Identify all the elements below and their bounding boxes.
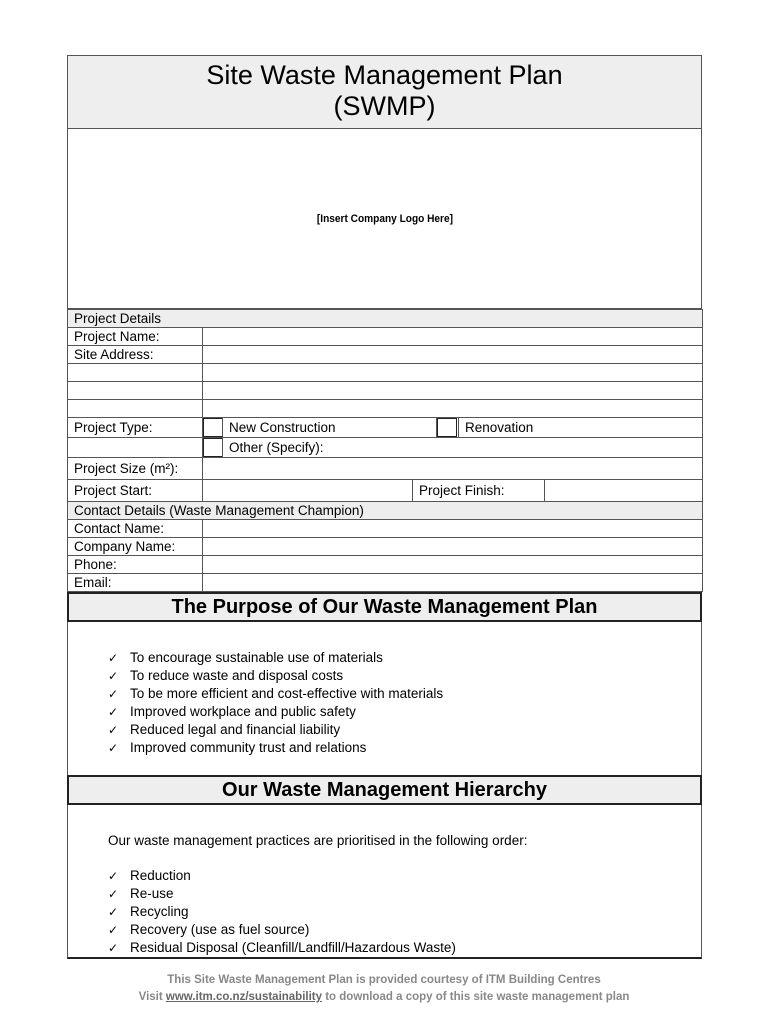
checkbox-square[interactable] [437, 418, 457, 437]
logo-area [67, 129, 702, 309]
project-name-field[interactable] [203, 328, 703, 346]
site-address-label: Site Address: [68, 346, 203, 364]
site-address-field-4[interactable] [203, 400, 703, 418]
company-name-field[interactable] [203, 538, 703, 556]
title-line-1: Site Waste Management Plan [206, 60, 563, 90]
project-type-label: Project Type: [68, 418, 203, 438]
phone-label: Phone: [68, 556, 203, 574]
checklist-item-text: To reduce waste and disposal costs [130, 668, 344, 683]
checklist-item [108, 685, 443, 703]
purpose-section [67, 622, 702, 775]
hierarchy-heading: Our Waste Management Hierarchy [67, 775, 702, 805]
hierarchy-intro: Our waste management practices are prioritised in the following order: [108, 833, 528, 848]
project-details-heading: Project Details [68, 310, 703, 328]
footer-line-1: This Site Waste Management Plan is provided courtesy of ITM Building Centres [167, 974, 601, 986]
purpose-list [108, 649, 443, 757]
project-finish-label: Project Finish: [413, 480, 545, 502]
project-size-field[interactable] [203, 458, 703, 480]
checkmark-icon: ✓ [108, 887, 119, 901]
checklist-item [108, 721, 443, 739]
footer [0, 972, 768, 1006]
renovation-checkbox[interactable] [437, 418, 459, 438]
checklist-item [108, 939, 456, 957]
blank-label-cell [68, 400, 203, 418]
title-box [67, 55, 702, 129]
blank-label-cell [68, 382, 203, 400]
footer-download-text: to download a copy of this site waste management plan [322, 991, 630, 1003]
checkmark-icon: ✓ [108, 741, 119, 755]
checklist-item-text: Recycling [130, 904, 189, 919]
checkmark-icon: ✓ [108, 905, 119, 919]
checkmark-icon: ✓ [108, 923, 119, 937]
hierarchy-section [67, 805, 702, 959]
checklist-item-text: Reduced legal and financial liability [130, 722, 341, 737]
purpose-heading: The Purpose of Our Waste Management Plan [67, 592, 702, 622]
project-details-table [67, 309, 703, 592]
checklist-item-text: To encourage sustainable use of materials [130, 650, 383, 665]
checklist-item [108, 885, 456, 903]
checkmark-icon: ✓ [108, 687, 119, 701]
hierarchy-list [108, 867, 456, 957]
checkmark-icon: ✓ [108, 941, 119, 955]
checklist-item-text: Recovery (use as fuel source) [130, 922, 310, 937]
footer-visit-text: Visit [138, 991, 166, 1003]
checkbox-square[interactable] [203, 418, 223, 437]
checkmark-icon: ✓ [108, 869, 119, 883]
title-line-2: (SWMP) [333, 91, 436, 121]
site-address-field-3[interactable] [203, 382, 703, 400]
project-finish-field[interactable] [545, 480, 703, 502]
footer-line-2 [0, 989, 768, 1006]
checkmark-icon: ✓ [108, 669, 119, 683]
project-start-field[interactable] [203, 480, 413, 502]
checklist-item-text: Residual Disposal (Cleanfill/Landfill/Hazardous Waste) [130, 940, 456, 955]
phone-field[interactable] [203, 556, 703, 574]
sustainability-link[interactable]: www.itm.co.nz/sustainability [165, 991, 323, 1003]
checklist-item [108, 703, 443, 721]
checklist-item-text: Improved workplace and public safety [130, 704, 356, 719]
checklist-item-text: Reduction [130, 868, 191, 883]
email-field[interactable] [203, 574, 703, 592]
project-start-label: Project Start: [68, 480, 203, 502]
swmp-document [67, 55, 702, 959]
blank-label-cell [68, 438, 203, 458]
checklist-item [108, 667, 443, 685]
other-specify-label: Other (Specify): [223, 438, 703, 458]
new-construction-label: New Construction [223, 418, 437, 438]
checkmark-icon: ✓ [108, 705, 119, 719]
checklist-item [108, 867, 456, 885]
site-address-field-2[interactable] [203, 364, 703, 382]
renovation-label: Renovation [459, 418, 703, 438]
checklist-item [108, 921, 456, 939]
checklist-item [108, 739, 443, 757]
new-construction-checkbox[interactable] [203, 418, 223, 438]
checklist-item-text: Improved community trust and relations [130, 740, 367, 755]
checklist-item [108, 903, 456, 921]
checkbox-square[interactable] [203, 438, 223, 457]
email-label: Email: [68, 574, 203, 592]
checkmark-icon: ✓ [108, 723, 119, 737]
logo-placeholder: [Insert Company Logo Here] [316, 212, 453, 225]
project-size-label: Project Size (m²): [68, 458, 203, 480]
checkmark-icon: ✓ [108, 651, 119, 665]
site-address-field-1[interactable] [203, 346, 703, 364]
other-checkbox[interactable] [203, 438, 223, 458]
contact-details-heading: Contact Details (Waste Management Champion) [68, 502, 703, 520]
blank-label-cell [68, 364, 203, 382]
project-name-label: Project Name: [68, 328, 203, 346]
contact-name-field[interactable] [203, 520, 703, 538]
checklist-item-text: Re-use [130, 886, 174, 901]
company-name-label: Company Name: [68, 538, 203, 556]
checklist-item [108, 649, 443, 667]
contact-name-label: Contact Name: [68, 520, 203, 538]
checklist-item-text: To be more efficient and cost-effective with materials [130, 686, 444, 701]
